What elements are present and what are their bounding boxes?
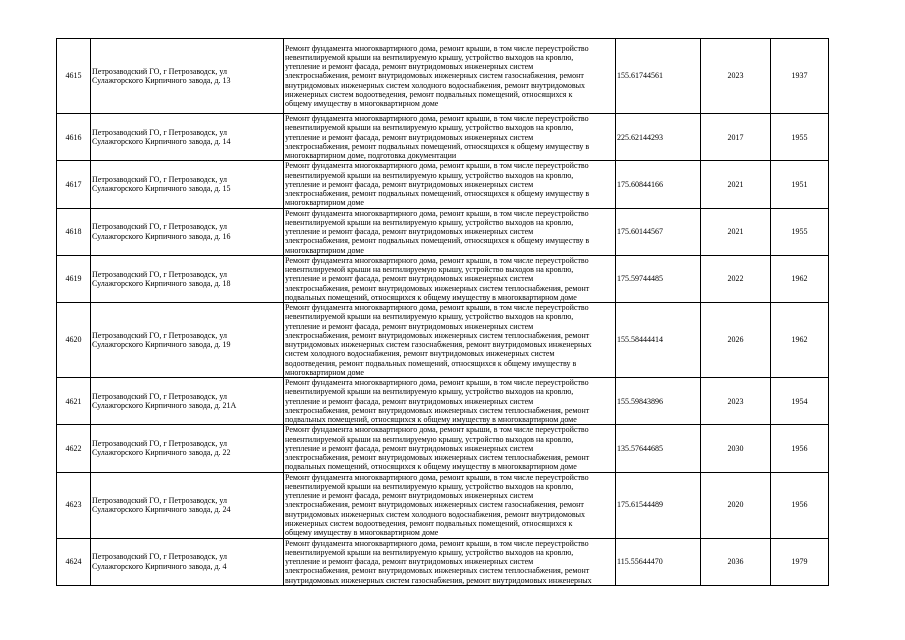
row-number-cell: 4618 bbox=[57, 208, 91, 255]
address-line: Петрозаводский ГО, г Петрозаводск, ул bbox=[92, 391, 227, 401]
address-line: Петрозаводский ГО, г Петрозаводск, ул bbox=[92, 495, 227, 505]
row-number-cell: 4624 bbox=[57, 538, 91, 585]
table-row bbox=[57, 255, 829, 302]
build-year-cell: 1951 bbox=[771, 161, 829, 208]
works-line: невентилируемой крыши на вентилируемую крышу, устройство выходов на кровлю, bbox=[285, 265, 574, 274]
address-cell bbox=[91, 378, 284, 425]
row-number-cell: 4617 bbox=[57, 161, 91, 208]
works-line: невентилируемой крыши на вентилируемую крышу, устройство выходов на кровлю, bbox=[285, 312, 574, 322]
row-number-cell: 4621 bbox=[57, 378, 91, 425]
works-line: многоквартирном доме bbox=[285, 245, 364, 255]
address-cell bbox=[91, 255, 284, 302]
works-line: Ремонт фундамента многоквартирного дома, ремонт крыши, в том числе переустройство bbox=[285, 114, 589, 123]
works-line: внутридомовых инженерных систем холодного водоснабжения, ремонт внутридомовых bbox=[285, 509, 586, 519]
works-cell bbox=[284, 303, 616, 378]
works-line: невентилируемой крыши на вентилируемую крышу, устройство выходов на кровлю, bbox=[285, 170, 574, 180]
works-line: невентилируемой крыши на вентилируемую крышу, устройство выходов на кровлю, bbox=[285, 387, 574, 397]
works-line: общему имуществу в многоквартирном доме bbox=[285, 528, 439, 538]
row-number-cell: 4619 bbox=[57, 255, 91, 302]
address-line: Сулажгорского Кирпичного завода, д. 19 bbox=[92, 340, 231, 349]
table-row bbox=[57, 114, 829, 161]
address-cell bbox=[91, 538, 284, 585]
planned-year-cell: 2021 bbox=[701, 208, 771, 255]
address-line: Петрозаводский ГО, г Петрозаводск, ул bbox=[92, 127, 227, 137]
cost-cell: 155.59843896 bbox=[616, 378, 701, 425]
address-line: Сулажгорского Кирпичного завода, д. 13 bbox=[92, 76, 231, 85]
table-row bbox=[57, 39, 829, 114]
works-line: подвальных помещений, относящихся к общему имуществу в многоквартирном доме bbox=[285, 462, 577, 472]
works-line: электроснабжения, ремонт подвальных помещений, относящихся к общему имуществу в bbox=[285, 236, 590, 246]
address-cell bbox=[91, 39, 284, 114]
build-year-cell: 1962 bbox=[771, 255, 829, 302]
build-year-cell: 1956 bbox=[771, 472, 829, 538]
planned-year-cell: 2030 bbox=[701, 425, 771, 472]
cost-cell: 155.61744561 bbox=[616, 39, 701, 114]
cost-cell: 115.55644470 bbox=[616, 538, 701, 585]
works-line: общему имуществу в многоквартирном доме bbox=[285, 99, 439, 109]
build-year-cell: 1954 bbox=[771, 378, 829, 425]
works-line: Ремонт фундамента многоквартирного дома, ремонт крыши, в том числе переустройство bbox=[285, 161, 589, 171]
works-line: невентилируемой крыши на вентилируемую крышу, устройство выходов на кровлю, bbox=[285, 217, 574, 227]
cost-cell: 155.58444414 bbox=[616, 303, 701, 378]
table-row bbox=[57, 208, 829, 255]
works-line: Ремонт фундамента многоквартирного дома, ремонт крыши, в том числе переустройство bbox=[285, 43, 589, 53]
address-cell bbox=[91, 472, 284, 538]
works-line: многоквартирном доме, подготовка документации bbox=[285, 151, 457, 160]
works-line: Ремонт фундамента многоквартирного дома, ремонт крыши, в том числе переустройство bbox=[285, 303, 589, 312]
works-line: невентилируемой крыши на вентилируемую крышу, устройство выходов на кровлю, bbox=[285, 52, 574, 62]
address-line: Петрозаводский ГО, г Петрозаводск, ул bbox=[92, 222, 227, 232]
works-line: невентилируемой крыши на вентилируемую крышу, устройство выходов на кровлю, bbox=[285, 434, 574, 444]
works-cell bbox=[284, 538, 616, 585]
table-row bbox=[57, 303, 829, 378]
works-line: подвальных помещений, относящихся к общему имуществу в многоквартирном доме bbox=[285, 415, 577, 424]
works-line: утепление и ремонт фасада, ремонт внутридомовых инженерных систем bbox=[285, 557, 534, 566]
works-line: невентилируемой крыши на вентилируемую крышу, устройство выходов на кровлю, bbox=[285, 123, 574, 133]
planned-year-cell: 2023 bbox=[701, 39, 771, 114]
works-line: утепление и ремонт фасада, ремонт внутридомовых инженерных систем bbox=[285, 396, 534, 406]
planned-year-cell: 2017 bbox=[701, 114, 771, 161]
works-line: электроснабжения, ремонт внутридомовых инженерных систем теплоснабжения, ремонт bbox=[285, 330, 590, 340]
build-year-cell: 1962 bbox=[771, 303, 829, 378]
cost-cell: 175.60844166 bbox=[616, 161, 701, 208]
works-cell bbox=[284, 255, 616, 302]
address-line: Сулажгорского Кирпичного завода, д. 16 bbox=[92, 231, 231, 241]
works-line: электроснабжения, ремонт внутридомовых инженерных систем теплоснабжения, ремонт bbox=[285, 405, 590, 415]
address-line: Петрозаводский ГО, г Петрозаводск, ул bbox=[92, 439, 227, 449]
table-row bbox=[57, 538, 829, 585]
planned-year-cell: 2022 bbox=[701, 255, 771, 302]
works-cell bbox=[284, 161, 616, 208]
works-line: Ремонт фундамента многоквартирного дома, ремонт крыши, в том числе переустройство bbox=[285, 472, 589, 482]
works-cell bbox=[284, 39, 616, 114]
works-line: электроснабжения, ремонт внутридомовых инженерных систем теплоснабжения, ремонт bbox=[285, 453, 590, 462]
table-row bbox=[57, 472, 829, 538]
works-line: невентилируемой крыши на вентилируемую крышу, устройство выходов на кровлю, bbox=[285, 547, 574, 557]
address-cell bbox=[91, 114, 284, 161]
works-line: внутридомовых инженерных систем газоснабжения, ремонт внутридомовых инженерных bbox=[285, 340, 592, 349]
cost-cell: 175.60144567 bbox=[616, 208, 701, 255]
build-year-cell: 1956 bbox=[771, 425, 829, 472]
address-line: Петрозаводский ГО, г Петрозаводск, ул bbox=[92, 330, 227, 340]
works-line: Ремонт фундамента многоквартирного дома, ремонт крыши, в том числе переустройство bbox=[285, 378, 589, 387]
row-number-cell: 4620 bbox=[57, 303, 91, 378]
works-line: невентилируемой крыши на вентилируемую крышу, устройство выходов на кровлю, bbox=[285, 481, 574, 491]
build-year-cell: 1937 bbox=[771, 39, 829, 114]
table-row bbox=[57, 378, 829, 425]
address-line: Сулажгорского Кирпичного завода, д. 18 bbox=[92, 278, 231, 288]
row-number-cell: 4616 bbox=[57, 114, 91, 161]
works-line: электроснабжения, ремонт внутридомовых инженерных систем теплоснабжения, ремонт bbox=[285, 566, 590, 576]
works-line: Ремонт фундамента многоквартирного дома, ремонт крыши, в том числе переустройство bbox=[285, 538, 589, 548]
address-line: Петрозаводский ГО, г Петрозаводск, ул bbox=[92, 269, 227, 279]
works-line: электроснабжения, ремонт внутридомовых инженерных систем теплоснабжения, ремонт bbox=[285, 283, 590, 293]
build-year-cell: 1955 bbox=[771, 114, 829, 161]
table-body bbox=[57, 39, 829, 586]
works-line: утепление и ремонт фасада, ремонт внутридомовых инженерных систем bbox=[285, 62, 534, 72]
works-line: внутридомовых инженерных систем газоснабжения, ремонт внутридомовых инженерных bbox=[285, 575, 592, 585]
build-year-cell: 1979 bbox=[771, 538, 829, 585]
works-line: утепление и ремонт фасада, ремонт внутридомовых инженерных систем bbox=[285, 491, 534, 501]
address-cell bbox=[91, 303, 284, 378]
cost-cell: 175.59744485 bbox=[616, 255, 701, 302]
works-line: инженерных систем водоотведения, ремонт подвальных помещений, относящихся к bbox=[285, 89, 573, 99]
address-line: Сулажгорского Кирпичного завода, д. 22 bbox=[92, 448, 231, 458]
planned-year-cell: 2026 bbox=[701, 303, 771, 378]
works-line: систем холодного водоснабжения, ремонт внутридомовых инженерных систем bbox=[285, 349, 555, 359]
works-line: утепление и ремонт фасада, ремонт внутридомовых инженерных систем bbox=[285, 132, 534, 142]
works-line: многоквартирном доме bbox=[285, 367, 364, 377]
address-line: Петрозаводский ГО, г Петрозаводск, ул bbox=[92, 175, 227, 185]
works-line: электроснабжения, ремонт внутридомовых инженерных систем газоснабжения, ремонт bbox=[285, 500, 584, 510]
cost-cell: 225.62144293 bbox=[616, 114, 701, 161]
works-line: многоквартирном доме bbox=[285, 198, 364, 208]
works-line: электроснабжения, ремонт подвальных помещений, относящихся к общему имуществу в bbox=[285, 141, 590, 151]
works-line: Ремонт фундамента многоквартирного дома, ремонт крыши, в том числе переустройство bbox=[285, 208, 589, 218]
works-line: утепление и ремонт фасада, ремонт внутридомовых инженерных систем bbox=[285, 274, 534, 284]
address-line: Сулажгорского Кирпичного завода, д. 4 bbox=[92, 561, 227, 571]
works-line: утепление и ремонт фасада, ремонт внутридомовых инженерных систем bbox=[285, 227, 534, 236]
repair-program-table bbox=[56, 38, 829, 586]
address-line: Петрозаводский ГО, г Петрозаводск, ул bbox=[92, 66, 227, 76]
address-cell bbox=[91, 208, 284, 255]
works-cell bbox=[284, 378, 616, 425]
planned-year-cell: 2021 bbox=[701, 161, 771, 208]
address-line: Петрозаводский ГО, г Петрозаводск, ул bbox=[92, 552, 227, 562]
address-cell bbox=[91, 161, 284, 208]
works-cell bbox=[284, 114, 616, 161]
works-line: внутридомовых инженерных систем холодного водоснабжения, ремонт внутридомовых bbox=[285, 80, 586, 90]
works-line: электроснабжения, ремонт подвальных помещений, относящихся к общему имуществу в bbox=[285, 189, 590, 198]
works-line: Ремонт фундамента многоквартирного дома, ремонт крыши, в том числе переустройство bbox=[285, 255, 589, 265]
row-number-cell: 4623 bbox=[57, 472, 91, 538]
works-line: утепление и ремонт фасада, ремонт внутридомовых инженерных систем bbox=[285, 179, 534, 189]
cost-cell: 135.57644685 bbox=[616, 425, 701, 472]
address-line: Сулажгорского Кирпичного завода, д. 15 bbox=[92, 184, 231, 194]
works-line: утепление и ремонт фасада, ремонт внутридомовых инженерных систем bbox=[285, 321, 534, 331]
table-row bbox=[57, 425, 829, 472]
build-year-cell: 1955 bbox=[771, 208, 829, 255]
works-cell bbox=[284, 472, 616, 538]
address-cell bbox=[91, 425, 284, 472]
planned-year-cell: 2023 bbox=[701, 378, 771, 425]
works-cell bbox=[284, 425, 616, 472]
works-line: водоотведения, ремонт подвальных помещений, относящихся к общему имуществу в bbox=[285, 358, 577, 368]
row-number-cell: 4622 bbox=[57, 425, 91, 472]
table-row bbox=[57, 161, 829, 208]
works-line: Ремонт фундамента многоквартирного дома, ремонт крыши, в том числе переустройство bbox=[285, 425, 589, 435]
works-line: электроснабжения, ремонт внутридомовых инженерных систем газоснабжения, ремонт bbox=[285, 71, 584, 81]
cost-cell: 175.61544489 bbox=[616, 472, 701, 538]
address-line: Сулажгорского Кирпичного завода, д. 14 bbox=[92, 137, 231, 147]
works-cell bbox=[284, 208, 616, 255]
row-number-cell: 4615 bbox=[57, 39, 91, 114]
address-line: Сулажгорского Кирпичного завода, д. 24 bbox=[92, 505, 231, 514]
works-line: подвальных помещений, относящихся к общему имуществу в многоквартирном доме bbox=[285, 292, 577, 302]
works-line: инженерных систем водоотведения, ремонт подвальных помещений, относящихся к bbox=[285, 518, 573, 528]
planned-year-cell: 2036 bbox=[701, 538, 771, 585]
works-line: утепление и ремонт фасада, ремонт внутридомовых инженерных систем bbox=[285, 443, 534, 453]
planned-year-cell: 2020 bbox=[701, 472, 771, 538]
address-line: Сулажгорского Кирпичного завода, д. 21А bbox=[92, 401, 237, 411]
